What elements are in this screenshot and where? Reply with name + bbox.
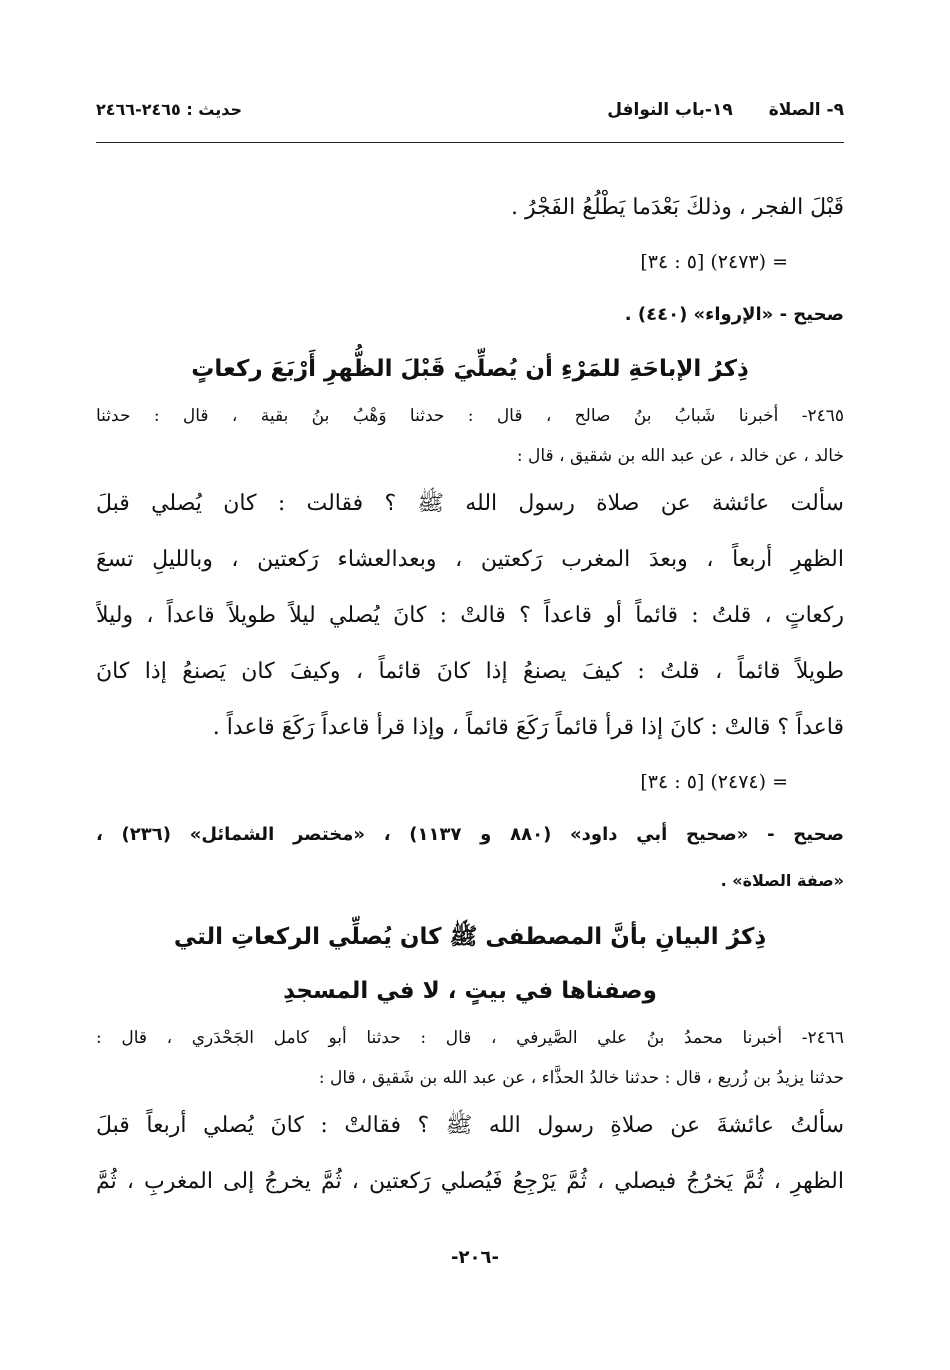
hadith-2466-isnad-1: ٢٤٦٦- أخبرنا محمدُ بنُ علي الصَّيرفي ، قال : حدثنا أبو كامل الجَحْدَري ، قال : [96,1028,844,1048]
hadith-2465-matn-line: سألت عائشة عن صلاة رسول الله ﷺ ؟ فقالت : كان يُصلي قبلَ [96,491,844,516]
running-header [96,100,844,132]
hadith-2465-matn-line: الظهرِ أربعاً ، وبعدَ المغرب رَكعتين ، وبعدالعشاء رَكعتين ، وبالليلِ تسعَ [96,547,844,572]
grade-2473: صحيح - «الإرواء» (٤٤٠) . [624,304,844,325]
section-heading-2-line-1: ذِكرُ البيانِ بأنَّ المصطفى ﷺ كان يُصلِّي الركعاتِ التي [173,924,767,950]
hadith-2465-matn-line: قاعداً ؟ قالتْ : كانَ إذا قرأ قائماً رَكَعَ قائماً ، وإذا قرأ قاعداً رَكَعَ قاعداً . [212,715,844,740]
hadith-2465-isnad-1: ٢٤٦٥- أخبرنا شَبابُ بنُ صالح ، قال : حدثنا وَهْبُ بنُ بقية ، قال : حدثنا [96,406,844,426]
grade-2465-line-2: «صفة الصلاة» . [720,871,844,890]
hadith-2465-matn-line: طويلاً قائماً ، قلتُ : كيفَ يصنعُ إذا كانَ قائماً ، وكيفَ كان يَصنعُ إذا كانَ [96,659,844,684]
ref-2473: = (٢٤٧٣) [٥ : ٣٤] [640,251,788,273]
hadith-2465-matn-line: ركعاتٍ ، قلتُ : قائماً أو قاعداً ؟ قالتْ : كانَ يُصلي ليلاً طويلاً قاعداً ، وليلاً [96,603,844,628]
hadith-2465-isnad-2: خالد ، عن خالد ، عن عبد الله بن شقيق ، قال : [516,446,844,466]
section-heading-2-line-2: وصفناها في بيتٍ ، لا في المسجدِ [283,978,657,1004]
opening-line: قَبْلَ الفجر ، وذلكَ بَعْدَما يَطْلُعُ الفَجْرُ . [510,195,844,220]
header-book-section: ٩- الصلاة [768,100,844,120]
hadith-2466-isnad-2: حدثنا يزيدُ بن زُريع ، قال : حدثنا خالدُ الحذَّاء ، عن عبد الله بن شَقيق ، قال : [318,1068,844,1088]
hadith-2466-matn-line: الظهرِ ، ثُمَّ يَخرُجُ فيصلي ، ثُمَّ يَرْجِعُ فَيُصلي رَكعتين ، ثُمَّ يخرجُ إلى المغربِ ، ثُمَّ [96,1169,844,1194]
page-content [96,180,844,1210]
grade-2465-line-1: صحيح - «صحيح أبي داود» (٨٨٠ و ١١٣٧) ، «مختصر الشمائل» (٢٣٦) ، [96,824,844,845]
header-rule [96,142,844,143]
header-chapter: ١٩-باب النوافل [607,100,733,120]
ref-2474: = (٢٤٧٤) [٥ : ٣٤] [640,771,788,793]
header-hadith-range: حديث : ٢٤٦٥-٢٤٦٦ [96,100,243,119]
page-number: -٢٠٦- [451,1247,499,1268]
hadith-2466-matn-line: سألتُ عائشةَ عن صلاةِ رسول الله ﷺ ؟ فقالتْ : كانَ يُصلي أربعاً قبلَ [96,1113,844,1138]
section-heading-1: ذِكرُ الإباحَةِ للمَرْءِ أن يُصلِّيَ قَبْلَ الظُّهرِ أَرْبَعَ ركعاتٍ [191,356,749,382]
header-book-chapter [607,100,844,120]
